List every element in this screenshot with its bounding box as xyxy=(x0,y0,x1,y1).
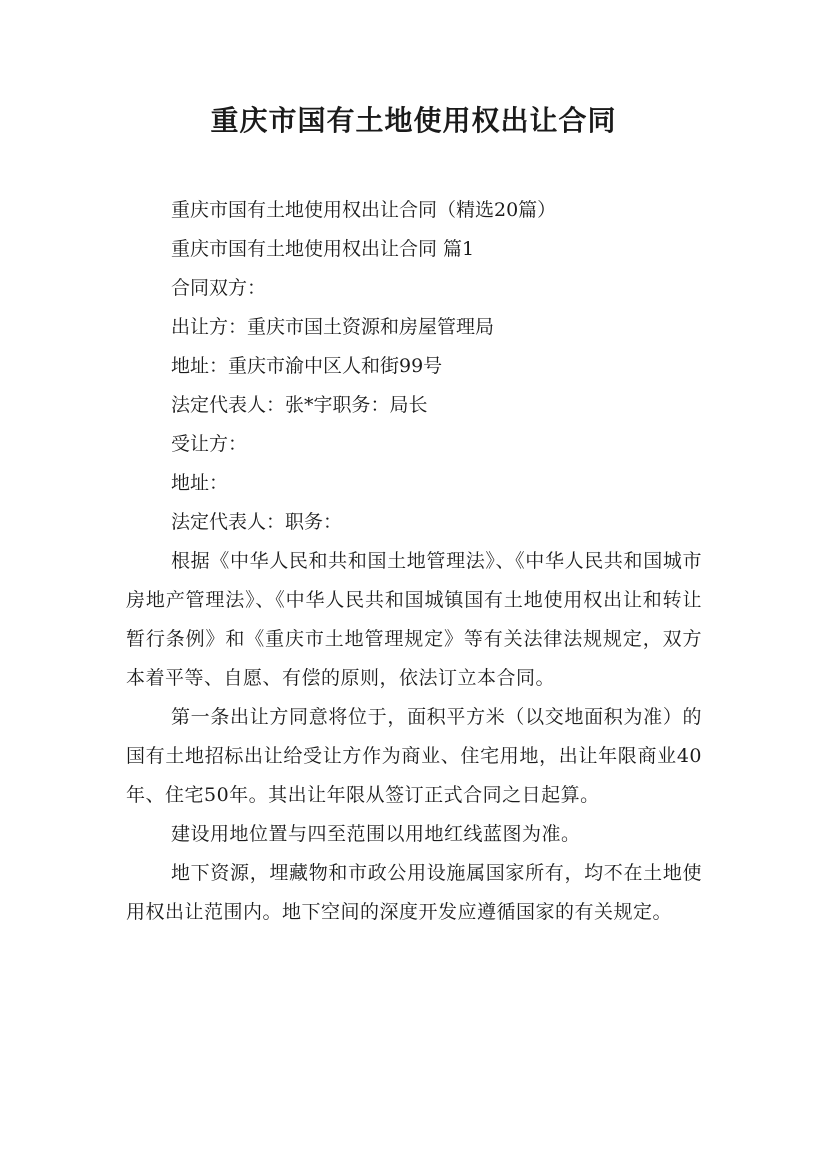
parties-heading: 合同双方： xyxy=(171,277,267,299)
document-body xyxy=(126,191,702,932)
grantee-representative-line: 法定代表人：职务： xyxy=(171,511,343,533)
document-title: 重庆市国有土地使用权出让合同 xyxy=(210,104,617,137)
grantee-line: 受让方： xyxy=(171,433,248,455)
underground-resources-paragraph: 地下资源，埋藏物和市政公用设施属国家所有，均不在土地使用权出让范围内。地下空间的深度开发应遵循国家的有关规定。 xyxy=(126,862,702,923)
subtitle-line: 重庆市国有土地使用权出让合同（精选20篇） xyxy=(171,199,557,221)
grantor-representative-line: 法定代表人：张*宇职务：局长 xyxy=(171,394,428,416)
grantor-line: 出让方：重庆市国土资源和房屋管理局 xyxy=(171,316,495,338)
boundary-paragraph: 建设用地位置与四至范围以用地红线蓝图为准。 xyxy=(171,823,581,845)
legal-basis-paragraph: 根据《中华人民和共和国土地管理法》、《中华人民共和国城市房地产管理法》、《中华人民共和国城镇国有土地使用权出让和转让暂行条例》和《重庆市土地管理规定》等有关法律法规规定，双方本着平等、自愿、有偿的原则，依法订立本合同。 xyxy=(126,550,702,689)
article-one-paragraph: 第一条出让方同意将位于，面积平方米（以交地面积为准）的国有土地招标出让给受让方作为商业、住宅用地，出让年限商业40年、住宅50年。其出让年限从签订正式合同之日起算。 xyxy=(126,706,702,806)
section-heading: 重庆市国有土地使用权出让合同 篇1 xyxy=(171,238,475,260)
grantor-address-line: 地址：重庆市渝中区人和街99号 xyxy=(171,355,443,377)
grantee-address-line: 地址： xyxy=(171,472,229,494)
